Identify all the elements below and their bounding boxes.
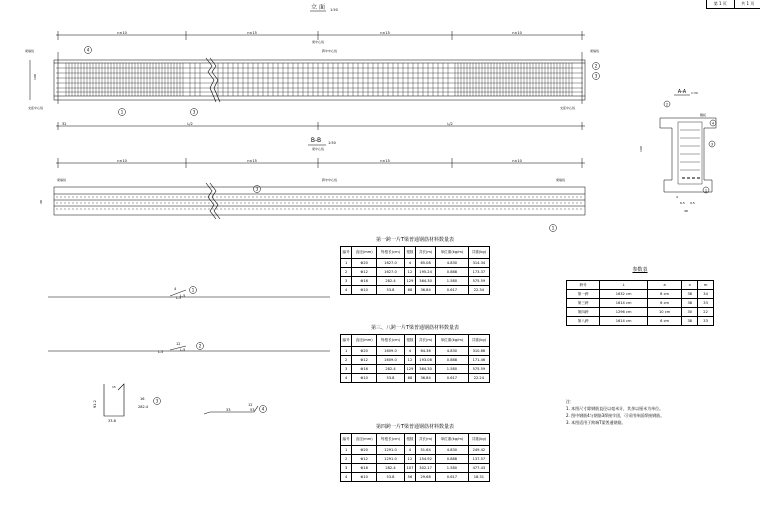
note-item: 2. 图中钢筋4与钢筋3焊接牢固，可采用单面焊接钢筋。 <box>566 413 665 418</box>
bb-dim-nx10-left: n×10 <box>117 159 127 163</box>
svg-text:1: 1 <box>704 188 708 193</box>
table-row: 1 Φ20 1609.0 4 64.36 4.830 310.86 <box>341 347 490 356</box>
elevation-title: 立 面 <box>311 4 325 11</box>
svg-text:L-5: L-5 <box>180 348 186 352</box>
svg-text:282.4: 282.4 <box>138 405 149 409</box>
elev-center-label: 梁中心线 <box>312 40 325 44</box>
bb-dim-nx15-left: n×15 <box>247 159 257 163</box>
table-row: 2 Φ12 1609.0 12 193.08 0.888 171.46 <box>341 356 490 365</box>
table1-col-len: 每根长(cm) <box>377 247 405 259</box>
aa-dim-100: 100 <box>639 146 643 152</box>
svg-text:12: 12 <box>176 342 181 346</box>
svg-text:4: 4 <box>261 406 265 412</box>
elev-midspan-label: 跨中中心线 <box>322 49 338 53</box>
table1-col-count: 根数 <box>404 247 415 259</box>
table2-title: 第三、八跨一片T梁普通钢筋材料数量表 <box>370 325 460 331</box>
aa-title: A-A <box>677 89 687 95</box>
table-row: 第四跨 1296 cm 10 cm 30 22 <box>567 308 714 317</box>
table-row: 1 Φ20 1627.0 4 65.08 4.830 314.34 <box>341 259 490 268</box>
aa-dim-48: 48 <box>684 209 688 213</box>
svg-text:4: 4 <box>174 287 177 291</box>
svg-text:1: 1 <box>120 109 124 115</box>
table1-title: 第一跨一片T梁普通钢筋材料数量表 <box>375 237 455 243</box>
bar-detail-2 <box>48 342 330 354</box>
bb-scale: 1:50 <box>328 141 336 145</box>
elev-dim-nx10-right: n×10 <box>512 31 522 35</box>
svg-text:3: 3 <box>155 398 159 404</box>
elev-beam-end-right: 梁端线 <box>590 49 600 53</box>
table-row: 4 Φ10 53.8 68 36.84 0.617 22.34 <box>341 286 490 295</box>
table-row: 3 Φ16 282.4 129 364.30 1.580 575.59 <box>341 277 490 286</box>
table1-col-unit-wt: 单位重(kg/m) <box>436 247 469 259</box>
table1 <box>340 246 490 295</box>
elev-dim-nx15-left: n×15 <box>247 31 257 35</box>
title-block <box>706 0 760 9</box>
elev-dim-half-right: L/2 <box>447 122 453 126</box>
sheet-number: 第 1 页 <box>713 1 727 6</box>
bb-beam-end-left: 梁端线 <box>57 178 67 182</box>
param-header-row: 跨号 L a n m <box>567 281 714 290</box>
elev-beam-end-left: 梁端线 <box>25 49 35 53</box>
table1-col-no: 编号 <box>341 247 352 259</box>
svg-text:33.8: 33.8 <box>108 419 116 423</box>
table-row: 2 Φ12 1627.0 12 195.24 0.888 173.37 <box>341 268 490 277</box>
bb-midspan-label: 跨中中心线 <box>322 178 338 182</box>
table1-header-row <box>341 247 490 259</box>
aa-dim-4: 4 <box>676 195 678 199</box>
table2 <box>340 334 490 383</box>
svg-text:4: 4 <box>86 47 90 53</box>
bb-center-label: 梁中心线 <box>312 147 325 151</box>
table-row: 4 Φ10 53.8 68 36.84 0.617 22.24 <box>341 374 490 383</box>
elev-dim-nx10-left: n×10 <box>117 31 127 35</box>
table-row: 3 Φ16 282.4 129 364.30 1.580 575.59 <box>341 365 490 374</box>
svg-text:3: 3 <box>255 186 259 192</box>
elev-support-right: 支座中心线 <box>560 106 576 110</box>
svg-text:L-5: L-5 <box>158 350 164 354</box>
table-row: 第三跨 1614 cm 6 cm 38 33 <box>567 299 714 308</box>
param-table-title: 参数表 <box>632 267 648 273</box>
svg-text:1: 1 <box>551 225 555 231</box>
svg-text:1: 1 <box>191 287 195 293</box>
svg-text:L-5: L-5 <box>176 296 182 300</box>
note-item: 1. 本图尺寸除钢筋直径以毫米计，其余以厘米为单位。 <box>566 406 664 411</box>
table1-col-dia: 直径(mm) <box>352 247 377 259</box>
sheet-total: 共 1 页 <box>734 0 760 8</box>
elev-dim-32: 32 <box>62 122 67 126</box>
bb-title: B-B <box>310 137 322 144</box>
table-row: 2 Φ12 1291.0 12 154.92 0.888 137.57 <box>341 455 490 464</box>
aa-web-label: 腹板 <box>700 113 707 117</box>
aa-dim-65: 6.5 <box>680 201 685 205</box>
table2-header-row: 编号 直径(mm) 每根长(cm) 根数 共长(m) 单位重(kg/m) 共重(kg) <box>341 335 490 347</box>
note-item: 3. 本图适用于跨端T梁普通钢筋。 <box>566 420 626 425</box>
bar-detail-4 <box>204 403 267 414</box>
elev-dim-half-left: L/2 <box>187 122 193 126</box>
elevation-view <box>25 3 600 130</box>
section-bb-view <box>39 137 585 232</box>
table-row: 1 Φ20 1291.0 4 51.64 4.830 249.42 <box>341 446 490 455</box>
aa-dim-95: 9.5 <box>690 201 695 205</box>
table3-title: 第四跨一片T梁普通钢筋材料数量表 <box>375 424 455 430</box>
elev-dim-108: 108 <box>33 74 37 80</box>
svg-text:L-5: L-5 <box>180 294 186 298</box>
table1-col-total-wt: 共重(kg) <box>468 247 489 259</box>
bb-dim-nx10-right: n×10 <box>512 159 522 163</box>
svg-text:3: 3 <box>192 109 196 115</box>
svg-text:3: 3 <box>710 142 714 147</box>
notes <box>566 398 664 426</box>
table-row: 3 Φ16 282.4 107 302.17 1.580 477.43 <box>341 464 490 473</box>
table3-header-row: 编号 直径(mm) 每根长(cm) 根数 共长(m) 单位重(kg/m) 共重(kg) <box>341 434 490 446</box>
aa-scale: 1:30 <box>691 91 698 95</box>
table1-col-total-len: 共长(m) <box>416 247 436 259</box>
elevation-scale: 1:50 <box>330 8 338 12</box>
table-row: 第八跨 1614 cm 6 cm 38 33 <box>567 317 714 326</box>
svg-text:3: 3 <box>594 73 598 79</box>
table-row: 第一跨 1632 cm 8 cm 38 34 <box>567 290 714 299</box>
svg-text:91.2: 91.2 <box>93 400 97 408</box>
elev-dim-nx15-right: n×15 <box>380 31 390 35</box>
svg-text:53: 53 <box>250 408 255 412</box>
elev-support-left: 支座中心线 <box>28 106 44 110</box>
svg-text:33: 33 <box>226 408 231 412</box>
param-table <box>566 280 714 326</box>
bar-detail-3 <box>93 384 161 423</box>
bar-detail-1 <box>48 287 330 301</box>
svg-text:2: 2 <box>665 102 669 107</box>
table3 <box>340 433 490 482</box>
bb-dim-48: 48 <box>39 200 43 204</box>
bb-beam-end-right: 梁端线 <box>556 178 566 182</box>
svg-text:12: 12 <box>248 403 253 407</box>
svg-text:2: 2 <box>594 63 598 69</box>
table-row: 4 Φ10 53.8 56 29.68 0.617 18.31 <box>341 473 490 482</box>
svg-text:2: 2 <box>198 343 202 349</box>
svg-text:16: 16 <box>140 397 145 401</box>
section-aa-view <box>639 89 716 213</box>
notes-heading: 注： <box>566 399 574 404</box>
svg-text:4: 4 <box>711 121 715 126</box>
svg-text:15: 15 <box>112 385 116 389</box>
bb-dim-nx15-right: n×15 <box>380 159 390 163</box>
